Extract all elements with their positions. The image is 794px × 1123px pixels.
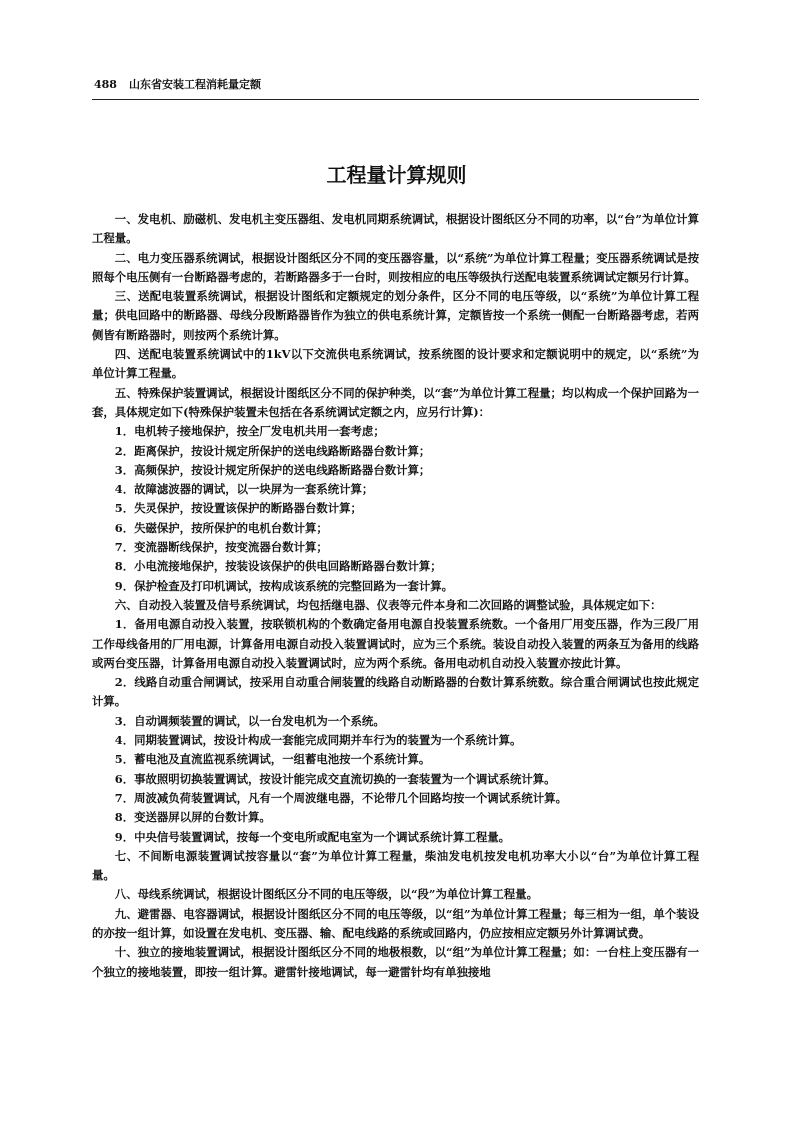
list-item: 7．周波减负荷装置调试，凡有一个周波继电器，不论带几个回路均按一个调试系统计算。 [114, 790, 567, 805]
body-text [92, 210, 699, 982]
list-item: 5．蓄电池及直流监视系统调试，一组蓄电池按一个系统计算。 [114, 752, 431, 767]
list-item: 9．保护检查及打印机调试，按构成该系统的完整回路为一套计算。 [114, 578, 454, 593]
list-item: 4．故障滤波器的调试，以一块屏为一套系统计算； [114, 482, 374, 497]
paragraph: 一、发电机、励磁机、发电机主变压器组、发电机同期系统调试，根据设计图纸区分不同的功率，以“台”为单位计算工程量。 [92, 212, 699, 246]
paragraph: 三、送配电装置系统调试，根据设计图纸和定额规定的划分条件，区分不同的电压等级，以“系统”为单位计算工程量；供电回路中的断路器、母线分段断路器皆作为独立的供电系统计算，定额皆按一个系统一侧配一台断路器考虑，若两侧皆有断路器时，则按两个系统计算。 [92, 289, 699, 342]
list-item: 6．失磁保护，按所保护的电机台数计算； [114, 520, 328, 535]
page-number: 488 [94, 78, 117, 91]
list-item: 2．距离保护，按设计规定所保护的送电线路断路器台数计算； [114, 443, 431, 458]
paragraph: 五、特殊保护装置调试，根据设计图纸区分不同的保护种类，以“套”为单位计算工程量；均以构成一个保护回路为一套，具体规定如下(特殊保护装置未包括在各系统调试定额之内，应另行计算)： [92, 385, 699, 419]
list-item: 5．失灵保护，按设置该保护的断路器台数计算； [114, 501, 362, 516]
paragraph: 八、母线系统调试，根据设计图纸区分不同的电压等级，以“段”为单位计算工程量。 [114, 887, 538, 902]
list-item: 7．变流器断线保护，按变流器台数计算； [114, 540, 328, 555]
paragraph: 六、自动投入装置及信号系统调试，均包括继电器、仪表等元件本身和二次回路的调整试验，具体规定如下： [114, 597, 662, 612]
paragraph: 四、送配电装置系统调试中的1kV以下交流供电系统调试，按系统图的设计要求和定额说明中的规定，以“系统”为单位计算工程量。 [92, 347, 699, 381]
list-item: 1．电机转子接地保护，按全厂发电机共用一套考虑； [114, 424, 385, 439]
list-item: 8．小电流接地保护，按装设该保护的供电回路断路器台数计算； [114, 559, 442, 574]
page-title: 工程量计算规则 [326, 163, 467, 187]
paragraph: 九、避雷器、电容器调试，根据设计图纸区分不同的电压等级，以“组”为单位计算工程量；每三相为一组，单个装设的亦按一组计算，如设置在发电机、变压器、输、配电线路的系统或回路内，仍应按相应定额另外计算调试费。 [92, 906, 699, 940]
running-header [94, 74, 699, 96]
paragraph: 十、独立的接地装置调试，根据设计图纸区分不同的地极根数，以“组”为单位计算工程量；如：一台柱上变压器有一个独立的接地装置，即按一组计算。避雷针接地调试，每一避雷针均有单独接地 [92, 945, 699, 979]
list-item: 8．变送器屏以屏的台数计算。 [114, 810, 271, 825]
list-item: 3．高频保护，按设计规定所保护的送电线路断路器台数计算； [114, 462, 431, 477]
list-item: 1．备用电源自动投入装置，按联锁机构的个数确定备用电源自投装置系统数。一个备用厂用变压器，作为三段厂用工作母线备用的厂用电源，计算备用电源自动投入装置调试时，应为三个系统。装设自动投入装置的两条互为备用的线路或两台变压器，计算备用电源自动投入装置调试时，应为两个系统。备用电动机自动投入装置亦按此计算。 [92, 617, 699, 670]
list-item: 6．事故照明切换装置调试，按设计能完成交直流切换的一套装置为一个调试系统计算。 [114, 771, 556, 786]
paragraph: 二、电力变压器系统调试，根据设计图纸区分不同的变压器容量，以“系统”为单位计算工程量；变压器系统调试是按照每个电压侧有一台断路器考虑的，若断路器多于一台时，则按相应的电压等级执行送配电装置系统调试定额另行计算。 [92, 250, 699, 284]
header-rule [92, 99, 699, 100]
list-item: 4．同期装置调试，按设计构成一套能完成同期并车行为的装置为一个系统计算。 [114, 733, 522, 748]
list-item: 2．线路自动重合闸调试，按采用自动重合闸装置的线路自动断路器的台数计算系统数。综合重合闸调试也按此规定计算。 [92, 675, 699, 709]
list-item: 3．自动调频装置的调试，以一台发电机为一个系统。 [114, 713, 385, 728]
book-title: 山东省安装工程消耗量定额 [128, 78, 261, 91]
list-item: 9．中央信号装置调试，按每一个变电所或配电室为一个调试系统计算工程量。 [114, 829, 511, 844]
paragraph: 七、不间断电源装置调试按容量以“套”为单位计算工程量，柴油发电机按发电机功率大小以“台”为单位计算工程量。 [92, 848, 699, 883]
